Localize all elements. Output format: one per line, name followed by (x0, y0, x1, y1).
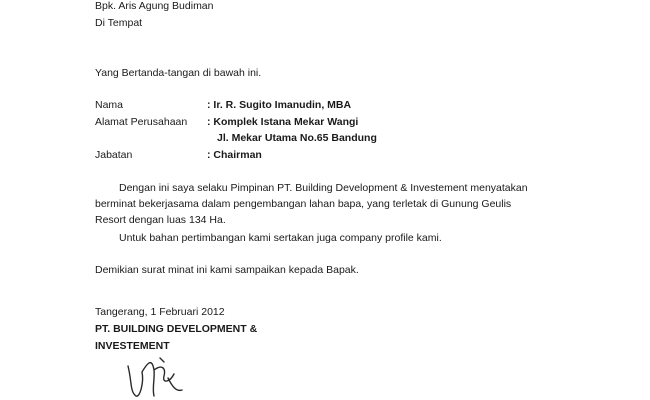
field-label-jabatan: Jabatan (95, 149, 133, 161)
body-para1-line3: Resort dengan luas 134 Ha. (95, 214, 226, 226)
body-para1-line1: Dengan ini saya selaku Pimpinan PT. Building Development & Investement menyatakan (119, 182, 528, 194)
body-para2: Untuk bahan pertimbangan kami sertakan juga company profile kami. (119, 232, 442, 244)
opening-line: Yang Bertanda-tangan di bawah ini. (95, 67, 262, 79)
body-para1-line2: berminat bekerjasama dalam pengembangan lahan bapa, yang terletak di Gunung Geulis (95, 198, 512, 210)
field-value-alamat: : Komplek Istana Mekar Wangi (207, 116, 359, 128)
field-label-nama: Nama (95, 99, 124, 111)
field-label-alamat: Alamat Perusahaan (95, 116, 188, 128)
field-value-jabatan: : Chairman (207, 149, 262, 161)
signoff-place-date: Tangerang, 1 Februari 2012 (95, 306, 225, 318)
recipient-location: Di Tempat (95, 17, 143, 29)
field-value-alamat-line2: Jl. Mekar Utama No.65 Bandung (217, 132, 377, 144)
body-closing: Demikian surat minat ini kami sampaikan kepada Bapak. (95, 264, 359, 276)
signature-icon (118, 352, 198, 400)
signoff-company-line1: PT. BUILDING DEVELOPMENT & (95, 323, 258, 335)
signoff-company-line2: INVESTEMENT (95, 340, 170, 352)
recipient-name: Bpk. Aris Agung Budiman (95, 0, 214, 12)
field-value-nama: : Ir. R. Sugito Imanudin, MBA (207, 99, 352, 111)
